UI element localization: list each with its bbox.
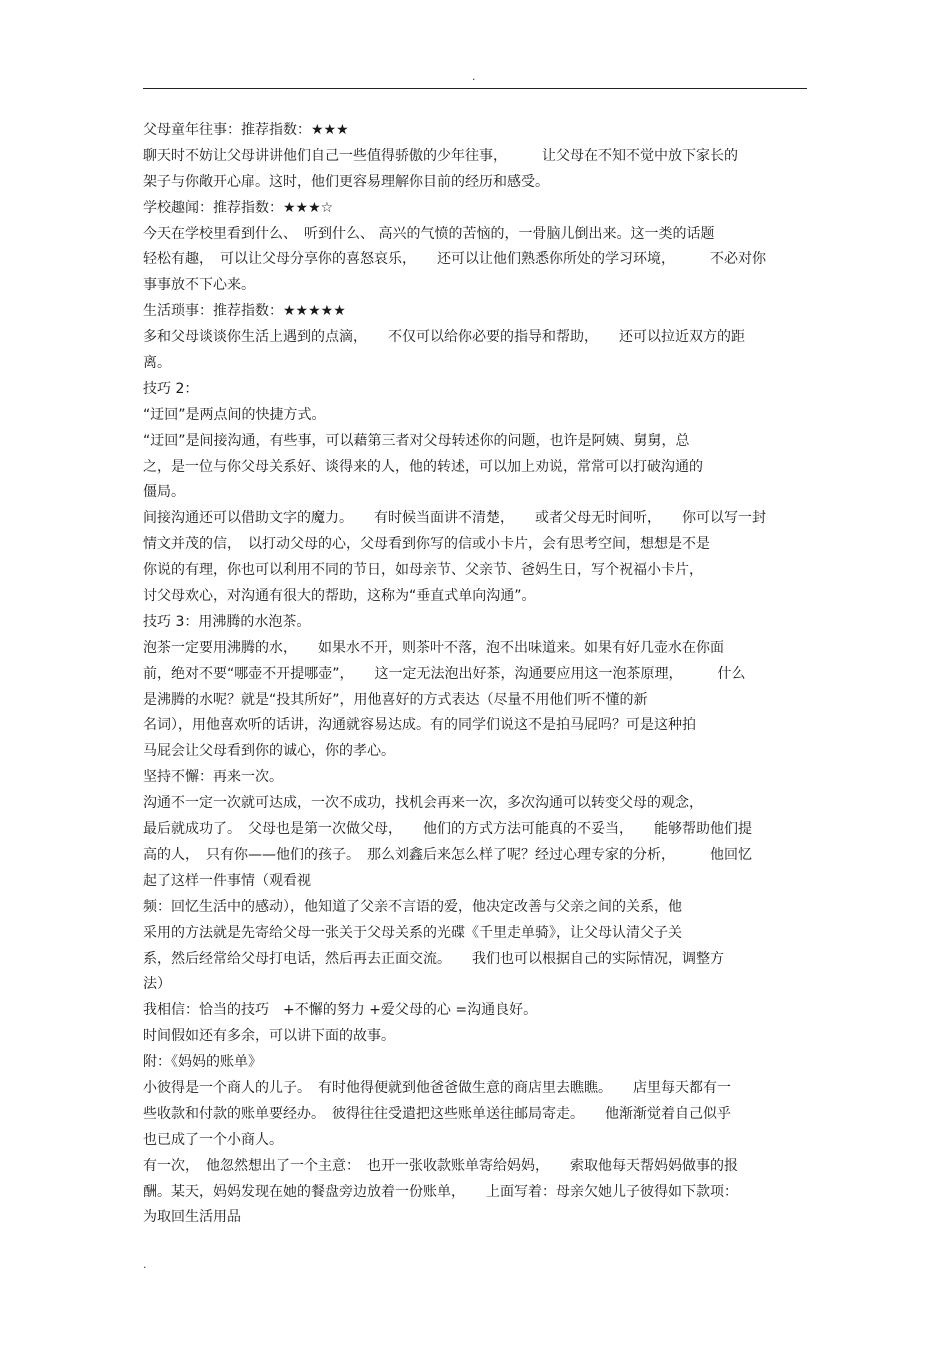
text-line: 轻松有趣， 可以让父母分享你的喜怒哀乐， 还可以让他们熟悉你所处的学习环境， 不必对你 (143, 251, 766, 268)
text-line: 父母童年往事：推荐指数：★★★ (143, 122, 349, 138)
text-line: 学校趣闻：推荐指数：★★★☆ (143, 199, 334, 216)
text-line: 僵局。 (143, 484, 185, 501)
text-line: 高的人， 只有你——他们的孩子。 那么刘鑫后来怎么样了呢？经过心理专家的分析， 他回忆 (143, 846, 752, 863)
text-line: 也已成了一个小商人。 (143, 1131, 283, 1148)
text-line: 你说的有理，你也可以利用不同的节日，如母亲节、父亲节、爸妈生日，写个祝福小卡片， (143, 562, 703, 579)
text-line: 间接沟通还可以借助文字的魔力。 有时候当面讲不清楚， 或者父母无时间听， 你可以写一封 (143, 510, 766, 527)
header-rule (143, 88, 807, 89)
text-line: 聊天时不妨让父母讲讲他们自己一些值得骄傲的少年往事， 让父母在不知不觉中放下家长的 (143, 147, 738, 164)
text-line: 起了这样一件事情（观看视 (143, 872, 311, 889)
text-line: 最后就成功了。 父母也是第一次做父母， 他们的方式方法可能真的不妥当， 能够帮助他们提 (143, 821, 752, 838)
text-line: “迂回”是两点间的快捷方式。 (143, 406, 326, 423)
text-line: 离。 (143, 355, 171, 372)
text-line: 泡茶一定要用沸腾的水， 如果水不开，则茶叶不落，泡不出味道来。如果有好几壶水在你面 (143, 639, 724, 656)
text-line: 情文并茂的信， 以打动父母的心，父母看到你写的信或小卡片，会有思考空间，想想是不是 (143, 536, 710, 553)
text-line: 讨父母欢心，对沟通有很大的帮助，这称为“垂直式单向沟通”。 (143, 588, 536, 605)
text-line: 技巧 2： (143, 380, 199, 397)
text-line: “迂回”是间接沟通，有些事，可以藉第三者对父母转述你的问题，也许是阿姨、舅舅，总 (143, 432, 690, 449)
header-mark: . (472, 70, 476, 83)
text-line: 系，然后经常给父母打电话，然后再去正面交流。 我们也可以根据自己的实际情况，调整方 (143, 950, 724, 967)
text-line: 采用的方法就是先寄给父母一张关于父母关系的光碟《千里走单骑》，让父母认清父子关 (143, 924, 682, 941)
text-line: 技巧 3：用沸腾的水泡茶。 (143, 613, 311, 630)
text-line: 前，绝对不要“哪壶不开提哪壶”， 这一定无法泡出好茶，沟通要应用这一泡茶原理， 什么 (143, 665, 746, 682)
text-line: 事事放不下心来。 (143, 277, 255, 294)
text-line: 多和父母谈谈你生活上遇到的点滴， 不仅可以给你必要的指导和帮助， 还可以拉近双方的距 (143, 329, 745, 346)
text-line: 有一次， 他忽然想出了一个主意： 也开一张收款账单寄给妈妈， 索取他每天帮妈妈做事的报 (143, 1157, 738, 1174)
text-line: 坚持不懈：再来一次。 (143, 769, 283, 786)
text-line: 是沸腾的水呢？就是“投其所好”，用他喜好的方式表达（尽量不用他们听不懂的新 (143, 691, 648, 708)
text-line: 时间假如还有多余，可以讲下面的故事。 (143, 1028, 395, 1045)
text-line: 架子与你敞开心扉。这时，他们更容易理解你目前的经历和感受。 (143, 173, 549, 190)
text-line: 小彼得是一个商人的儿子。 有时他得便就到他爸爸做生意的商店里去瞧瞧。 店里每天都有一 (143, 1079, 731, 1096)
text-line: 生活琐事：推荐指数：★★★★★ (143, 303, 346, 320)
text-line: 频：回忆生活中的感动），他知道了父亲不言语的爱，他决定改善与父亲之间的关系，他 (143, 898, 682, 915)
text-line: 法） (143, 976, 171, 993)
text-line: 酬。某天，妈妈发现在她的餐盘旁边放着一份账单， 上面写着：母亲欠她儿子彼得如下款项： (143, 1183, 738, 1200)
text-line: 附：《妈妈的账单》 (143, 1054, 262, 1071)
text-line: 名词），用他喜欢听的话讲，沟通就容易达成。有的同学们说这不是拍马屁吗？可是这种拍 (143, 717, 696, 734)
text-line: 我相信：恰当的技巧 +不懈的努力 +爱父母的心 =沟通良好。 (143, 1002, 538, 1019)
footer-mark: . (143, 1258, 147, 1271)
text-line: 马屁会让父母看到你的诚心，你的孝心。 (143, 743, 395, 760)
document-body (143, 118, 807, 1231)
text-line: 之，是一位与你父母关系好、谈得来的人，他的转述，可以加上劝说，常常可以打破沟通的 (143, 458, 703, 475)
text-line: 些收款和付款的账单要经办。 彼得往往受遣把这些账单送往邮局寄走。 他渐渐觉着自己似乎 (143, 1105, 731, 1122)
text-line: 今天在学校里看到什么、 听到什么、 高兴的气愤的苦恼的，一骨脑儿倒出来。这一类的话题 (143, 225, 715, 242)
text-line: 沟通不一定一次就可达成，一次不成功，找机会再来一次，多次沟通可以转变父母的观念， (143, 795, 703, 812)
text-line: 为取回生活用品 (143, 1209, 241, 1226)
